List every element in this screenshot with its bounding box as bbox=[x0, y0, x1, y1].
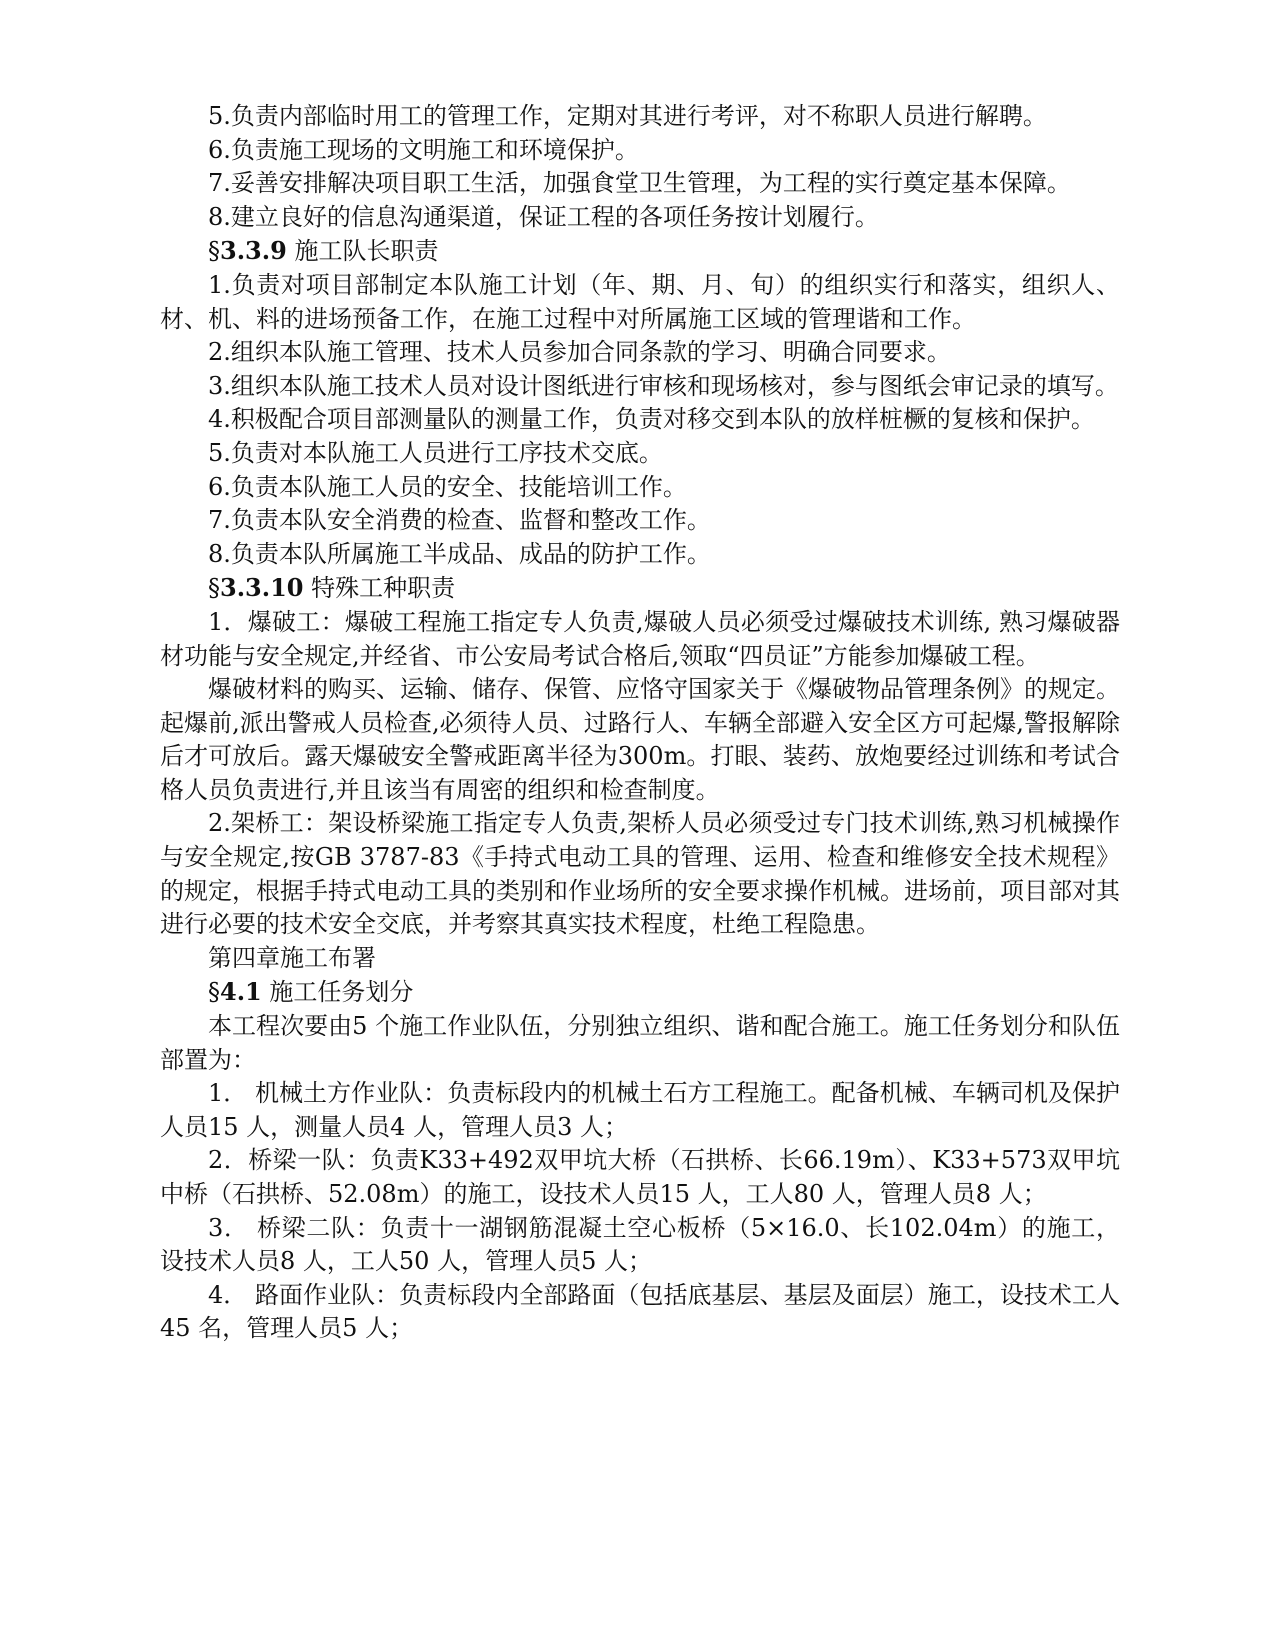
duty-item: 2.组织本队施工管理、技术人员参加合同条款的学习、明确合同要求。 bbox=[208, 338, 951, 367]
section-heading-3-3-10 bbox=[160, 571, 1120, 606]
chapter-heading: 第四章施工布署 bbox=[208, 943, 376, 972]
section-number: 3.3.10 bbox=[220, 573, 304, 603]
section-title: 施工队长职责 bbox=[294, 237, 439, 266]
section-sign: § bbox=[208, 237, 220, 266]
section-number: 4.1 bbox=[220, 977, 262, 1007]
section-title: 特殊工种职责 bbox=[311, 574, 456, 603]
team-item: 3． 桥梁二队：负责十一湖钢筋混凝土空心板桥（5×16.0、长102.04m）的施工，设技术人员8 人，工人50 人，管理人员5 人； bbox=[160, 1213, 1120, 1276]
team-item: 1． 机械土方作业队：负责标段内的机械土石方工程施工。配备机械、车辆司机及保护人员15 人，测量人员4 人，管理人员3 人； bbox=[160, 1079, 1120, 1141]
section-number: 3.3.9 bbox=[220, 236, 287, 266]
team-item: 2．桥梁一队：负责K33+492双甲坑大桥（石拱桥、长66.19m）、K33+573双甲坑中桥（石拱桥、52.08m）的施工，设技术人员15 人，工人80 人，管理人员8 人； bbox=[160, 1146, 1120, 1208]
duty-item: 8.负责本队所属施工半成品、成品的防护工作。 bbox=[208, 539, 711, 568]
section-title: 施工任务划分 bbox=[269, 978, 414, 1007]
section-heading-3-3-9 bbox=[160, 234, 1120, 269]
paragraph: 5.负责内部临时用工的管理工作，定期对其进行考评，对不称职人员进行解聘。 bbox=[208, 102, 1047, 130]
duty-item: 爆破材料的购买、运输、储存、保管、应恪守国家关于《爆破物品管理条例》的规定。起爆前,派出警戒人员检查,必须待人员、过路行人、车辆全部避入安全区方可起爆,警报解除后才可放后。露天爆破安全警戒距离半径为300m。打眼、装药、放炮要经过训练和考试合格人员负责进行,并且该当有周密的组织和检查制度。 bbox=[160, 675, 1120, 804]
section-sign: § bbox=[208, 574, 220, 603]
duty-item: 7.负责本队安全消费的检查、监督和整改工作。 bbox=[208, 506, 711, 535]
paragraph: 7.妥善安排解决项目职工生活，加强食堂卫生管理，为工程的实行奠定基本保障。 bbox=[208, 169, 1071, 198]
team-item: 4． 路面作业队：负责标段内全部路面（包括底基层、基层及面层）施工，设技术工人45 名，管理人员5 人； bbox=[160, 1280, 1120, 1343]
duty-item: 1.负责对项目部制定本队施工计划（年、期、月、旬）的组织实行和落实，组织人、材、机、料的进场预备工作，在施工过程中对所属施工区域的管理谐和工作。 bbox=[160, 270, 1120, 333]
duty-item: 3.组织本队施工技术人员对设计图纸进行审核和现场核对，参与图纸会审记录的填写。 bbox=[208, 371, 1119, 400]
paragraph: 6.负责施工现场的文明施工和环境保护。 bbox=[208, 135, 639, 164]
section-sign: § bbox=[208, 978, 220, 1007]
document-page bbox=[160, 100, 1120, 1346]
duty-item: 5.负责对本队施工人员进行工序技术交底。 bbox=[208, 438, 663, 467]
duty-item: 2.架桥工：架设桥梁施工指定专人负责,架桥人员必须受过专门技术训练,熟习机械操作与安全规定,按GB 3787-83《手持式电动工具的管理、运用、检查和维修安全技术规程》的规定，根据手持式电动工具的类别和作业场所的安全要求操作机械。进场前，项目部对其进行必要的技术安全交底，并考察其真实技术程度，杜绝工程隐患。 bbox=[160, 809, 1120, 939]
duty-item: 6.负责本队施工人员的安全、技能培训工作。 bbox=[208, 472, 687, 501]
duty-item: 4.积极配合项目部测量队的测量工作，负责对移交到本队的放样桩橛的复核和保护。 bbox=[208, 405, 1095, 434]
paragraph: 8.建立良好的信息沟通渠道，保证工程的各项任务按计划履行。 bbox=[208, 202, 879, 231]
intro-paragraph: 本工程次要由5 个施工作业队伍，分别独立组织、谐和配合施工。施工任务划分和队伍部置为： bbox=[160, 1012, 1120, 1074]
duty-item: 1．爆破工：爆破工程施工指定专人负责,爆破人员必须受过爆破技术训练, 熟习爆破器材功能与安全规定,并经省、市公安局考试合格后,领取“四员证”方能参加爆破工程。 bbox=[160, 607, 1120, 670]
section-heading-4-1 bbox=[160, 975, 1120, 1010]
